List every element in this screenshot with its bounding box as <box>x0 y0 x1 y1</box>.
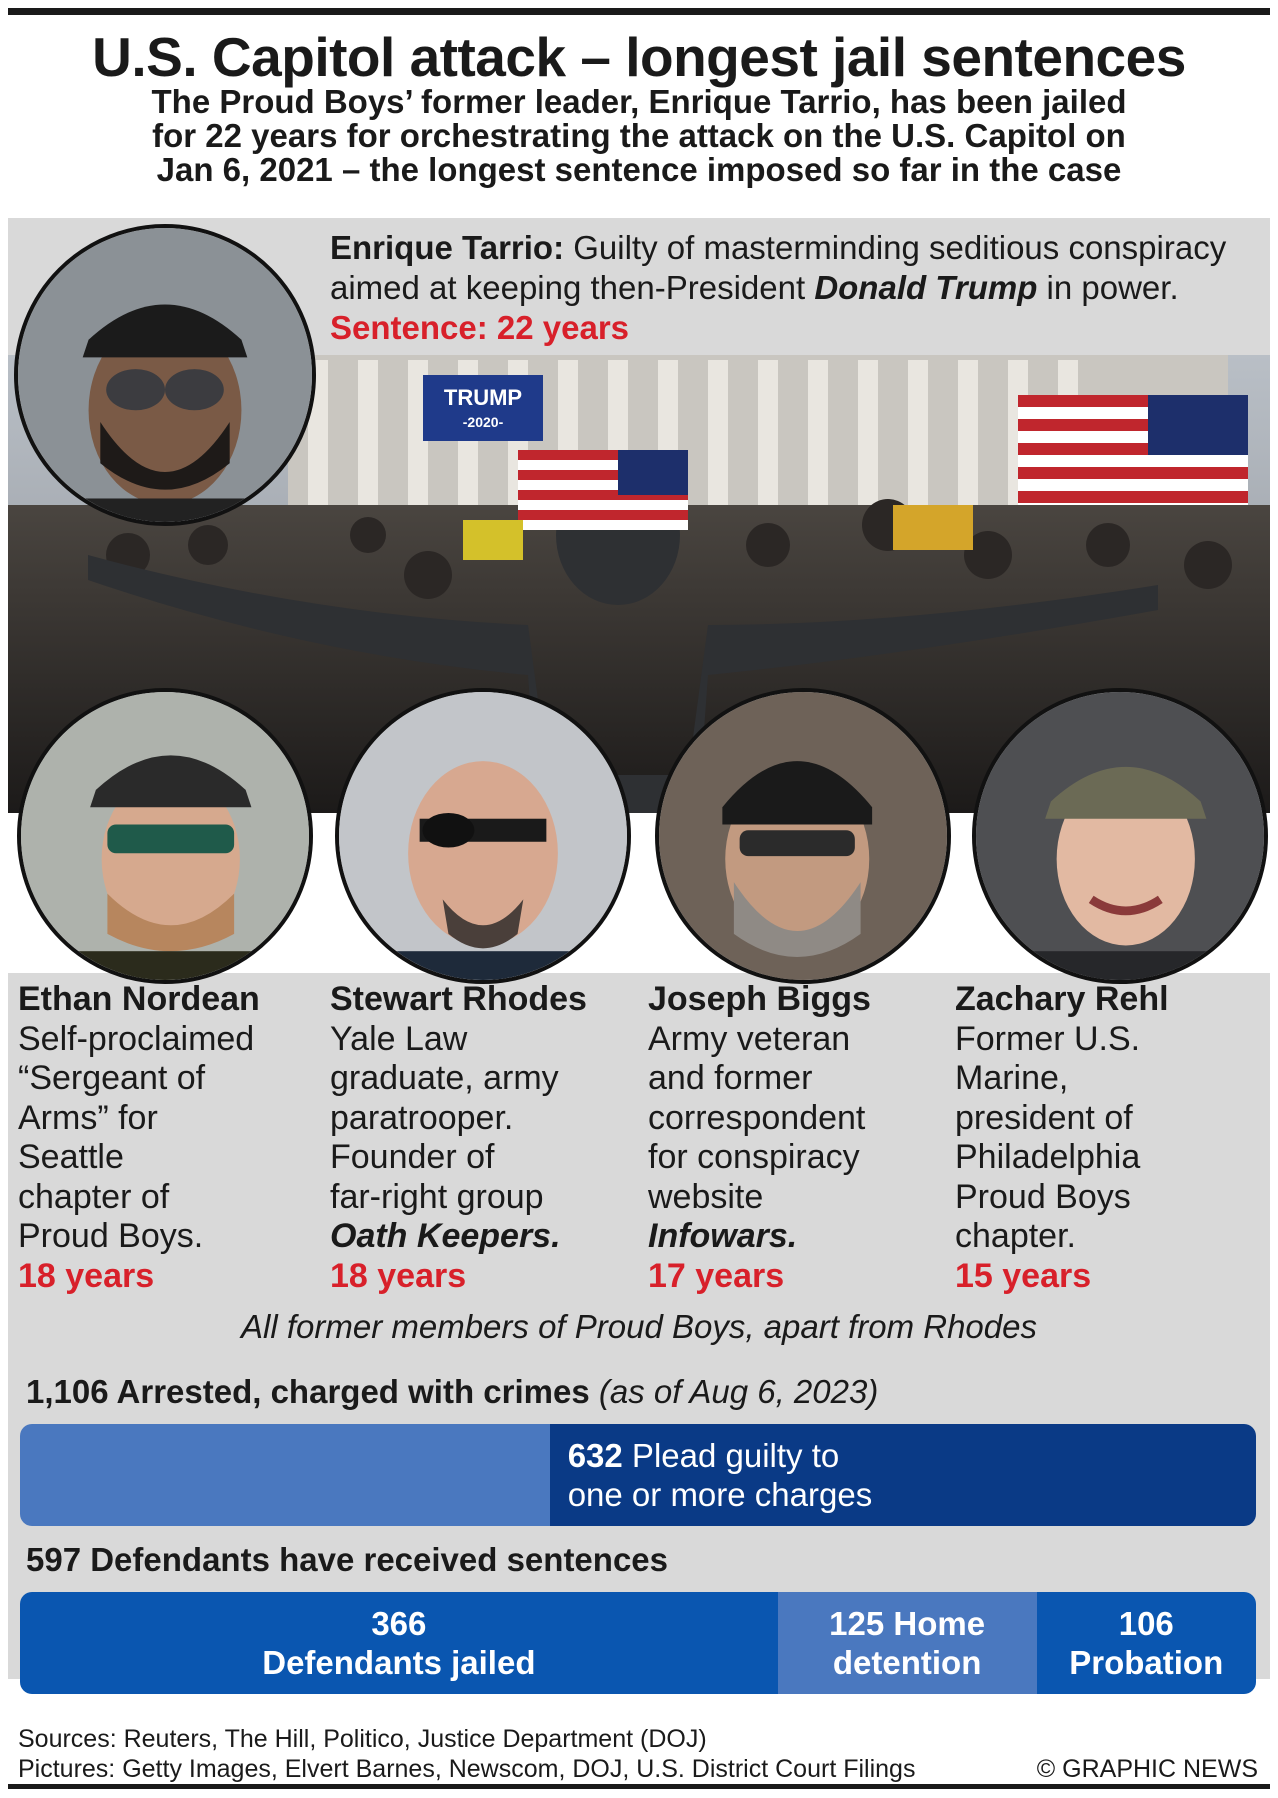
bio-line: correspondent <box>648 1098 866 1137</box>
bio-biggs <box>648 980 871 1296</box>
credit-line: © GRAPHIC NEWS <box>1036 1755 1258 1783</box>
bio-line: Seattle <box>18 1138 124 1176</box>
bio-line: website <box>648 1177 764 1216</box>
bio-line: Yale Law <box>330 1019 468 1058</box>
arrests-bar <box>20 1424 1256 1526</box>
bio-line: Self-proclaimed <box>18 1019 255 1058</box>
rehl-portrait <box>972 688 1268 984</box>
arrests-date-note: (as of Aug 6, 2023) <box>598 1373 879 1410</box>
tarrio-name: Enrique Tarrio: <box>330 229 565 266</box>
bio-emphasis: Infowars. <box>648 1217 798 1255</box>
biggs-portrait <box>655 688 951 984</box>
home-label-2: detention <box>832 1644 982 1681</box>
subtitle-line-3: Jan 6, 2021 – the longest sentence imposed so far in the case <box>156 151 1122 188</box>
tarrio-text-2: in power. <box>1037 269 1179 306</box>
bio-line: chapter of <box>18 1177 170 1216</box>
page-title: U.S. Capitol attack – longest jail sentences <box>92 26 1186 88</box>
bio-line: Former U.S. <box>955 1019 1141 1058</box>
tarrio-text-1: Guilty of masterminding seditious conspiracy aimed at keeping then-President <box>330 229 1227 306</box>
bar-segment-probation <box>1037 1592 1256 1694</box>
nordean-portrait <box>17 688 313 984</box>
bar-segment-plead-guilty <box>550 1424 1256 1526</box>
bio-rhodes <box>330 980 587 1296</box>
sentences-bar <box>20 1592 1256 1694</box>
bio-line: graduate, army <box>330 1059 559 1097</box>
tarrio-description <box>330 228 1260 348</box>
bio-nordean <box>18 980 260 1296</box>
probation-label: Probation <box>1069 1644 1224 1681</box>
guilty-text-2: one or more charges <box>567 1476 873 1513</box>
tarrio-portrait <box>14 224 316 526</box>
jailed-label: Defendants jailed <box>262 1644 536 1681</box>
bio-line: Proud Boys <box>955 1177 1131 1216</box>
top-rule <box>8 8 1270 15</box>
bottom-rule <box>8 1784 1270 1789</box>
rhodes-portrait <box>335 688 631 984</box>
bio-line: far-right group <box>330 1177 544 1216</box>
bio-line: paratrooper. <box>330 1098 514 1137</box>
sentences-heading: 597 Defendants have received sentences <box>26 1541 669 1578</box>
trump-flag-year: -2020- <box>462 414 504 430</box>
bio-line: Philadelphia <box>955 1138 1141 1176</box>
bio-name: Stewart Rhodes <box>330 980 587 1018</box>
bio-rehl <box>955 980 1169 1296</box>
bio-line: Army veteran <box>648 1019 851 1058</box>
bar-segment-other <box>20 1424 550 1526</box>
bar-segment-home-detention <box>778 1592 1037 1694</box>
bio-line: Arms” for <box>18 1098 158 1137</box>
arrests-heading <box>26 1372 878 1412</box>
subtitle-line-1: The Proud Boys’ former leader, Enrique Tarrio, has been jailed <box>151 83 1127 120</box>
bio-name: Zachary Rehl <box>955 980 1169 1018</box>
bio-line: Founder of <box>330 1138 495 1176</box>
sources-line: Sources: Reuters, The Hill, Politico, Justice Department (DOJ) <box>18 1725 707 1753</box>
tarrio-emphasis: Donald Trump <box>814 269 1038 306</box>
trump-flag-text: TRUMP <box>443 385 523 410</box>
guilty-count: 632 <box>567 1437 623 1474</box>
bio-name: Joseph Biggs <box>648 980 871 1018</box>
bio-line: president of <box>955 1098 1133 1137</box>
bio-sentence: 15 years <box>955 1256 1092 1295</box>
home-label-1: 125 Home <box>829 1605 986 1642</box>
bar-segment-jailed <box>20 1592 778 1694</box>
guilty-text-1: Plead guilty to <box>622 1437 840 1474</box>
bio-line: “Sergeant of <box>18 1059 206 1097</box>
bio-line: Proud Boys. <box>18 1217 204 1255</box>
bio-name: Ethan Nordean <box>18 980 260 1018</box>
bio-sentence: 18 years <box>330 1256 467 1295</box>
bio-emphasis: Oath Keepers. <box>330 1217 561 1255</box>
bio-sentence: 17 years <box>648 1256 785 1295</box>
probation-count: 106 <box>1118 1605 1174 1642</box>
subtitle-line-2: for 22 years for orchestrating the attack on the U.S. Capitol on <box>152 117 1126 154</box>
bio-line: and former <box>648 1059 813 1097</box>
bio-sentence: 18 years <box>18 1256 155 1295</box>
bio-line: Marine, <box>955 1059 1069 1097</box>
bio-line: chapter. <box>955 1217 1076 1255</box>
tarrio-sentence: Sentence: 22 years <box>330 309 630 346</box>
pictures-line: Pictures: Getty Images, Elvert Barnes, Newscom, DOJ, U.S. District Court Filings <box>18 1755 916 1783</box>
arrests-heading-text: 1,106 Arrested, charged with crimes <box>26 1373 590 1410</box>
membership-note: All former members of Proud Boys, apart from Rhodes <box>241 1308 1037 1345</box>
bio-line: for conspiracy <box>648 1138 860 1176</box>
jailed-count: 366 <box>371 1605 427 1642</box>
